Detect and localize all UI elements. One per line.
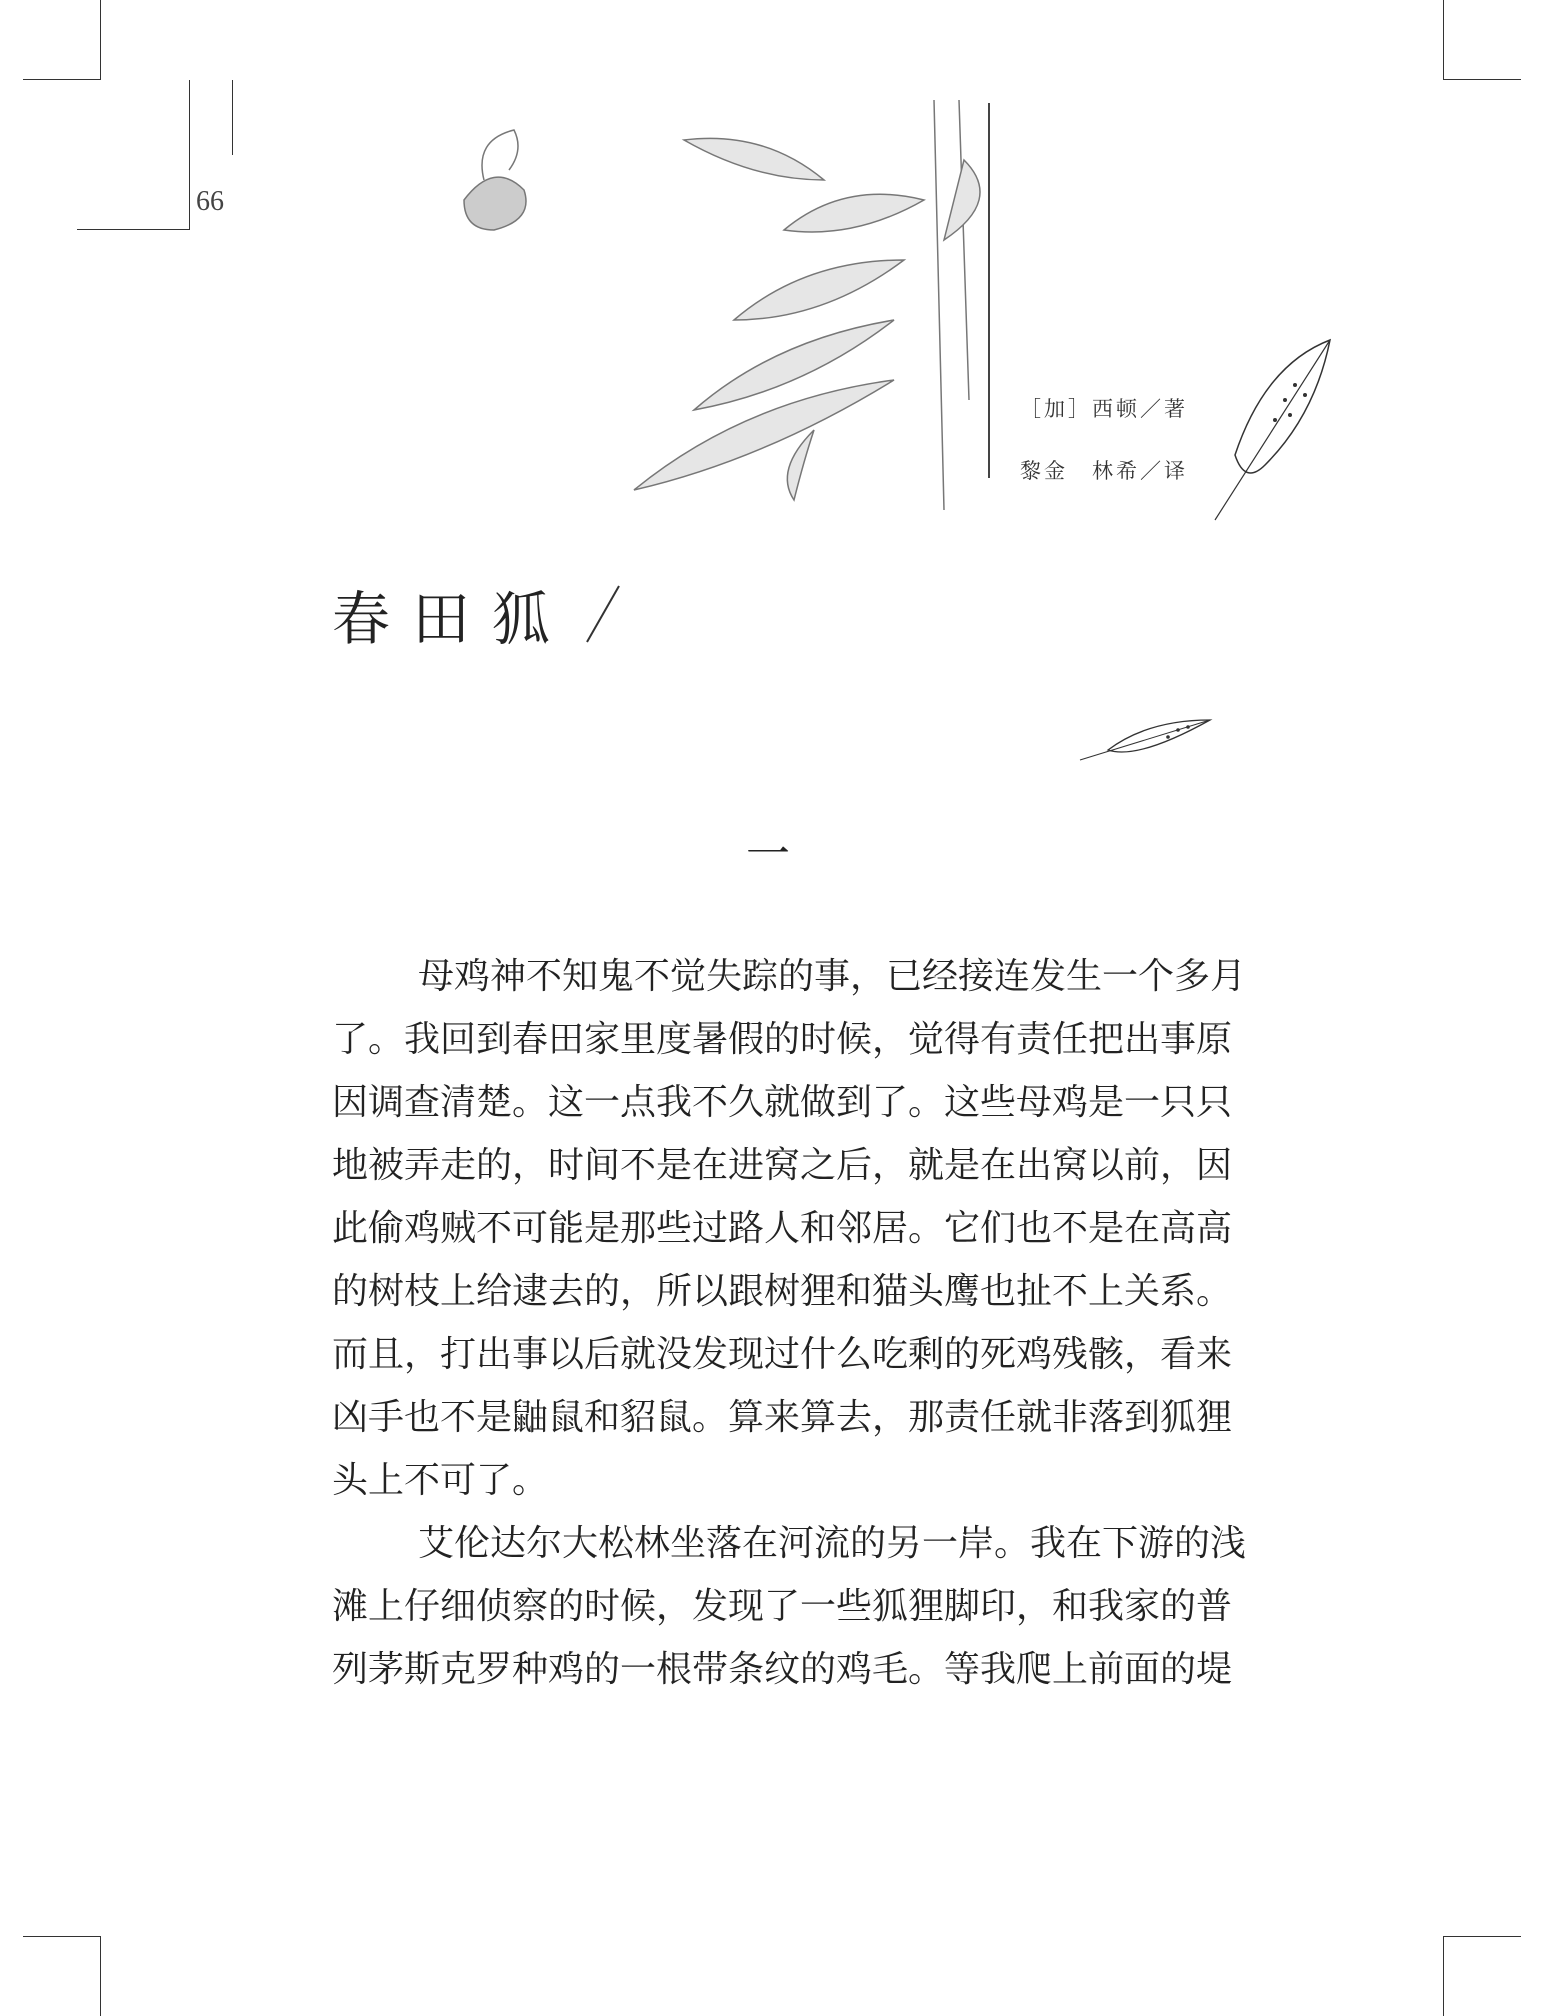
text-line: 而且，打出事以后就没发现过什么吃剩的死鸡残骸，看来 bbox=[332, 1334, 1233, 1375]
paragraph-1 bbox=[332, 952, 1247, 1519]
text-line: 了。我回到春田家里度暑假的时候，觉得有责任把出事原 bbox=[332, 1019, 1233, 1060]
text-line: 地被弄走的，时间不是在进窝之后，就是在出窝以前，因 bbox=[332, 1145, 1233, 1186]
divider-line bbox=[988, 103, 990, 478]
small-feather-icon bbox=[1078, 715, 1213, 765]
page-number: 66 bbox=[196, 186, 224, 217]
feather-icon bbox=[1205, 335, 1335, 525]
text-line: 母鸡神不知鬼不觉失踪的事，已经接连发生一个多月 bbox=[418, 956, 1247, 997]
text-line: 滩上仔细侦察的时候，发现了一些狐狸脚印，和我家的普 bbox=[332, 1586, 1233, 1627]
text-line: 头上不可了。 bbox=[332, 1460, 549, 1501]
text-line: 艾伦达尔大松林坐落在河流的另一岸。我在下游的浅 bbox=[418, 1523, 1247, 1564]
title-slash bbox=[585, 584, 621, 644]
body-text bbox=[332, 952, 1247, 1708]
text-line: 列茅斯克罗种鸡的一根带条纹的鸡毛。等我爬上前面的堤 bbox=[332, 1649, 1233, 1690]
author-credit: ［加］西顿／著 bbox=[1020, 397, 1188, 421]
text-line: 凶手也不是鼬鼠和貂鼠。算来算去，那责任就非落到狐狸 bbox=[332, 1397, 1233, 1438]
translator-credit: 黎金 林希／译 bbox=[1020, 459, 1188, 483]
text-line: 的树枝上给逮去的，所以跟树狸和猫头鹰也扯不上关系。 bbox=[332, 1271, 1233, 1312]
paragraph-2 bbox=[332, 1519, 1247, 1708]
text-line: 此偷鸡贼不可能是那些过路人和邻居。它们也不是在高高 bbox=[332, 1208, 1233, 1249]
section-number: 一 bbox=[746, 829, 790, 880]
text-line: 因调查清楚。这一点我不久就做到了。这些母鸡是一只只 bbox=[332, 1082, 1233, 1123]
bamboo-bird-illustration bbox=[424, 100, 984, 510]
chapter-title: 春田狐 bbox=[332, 585, 573, 653]
